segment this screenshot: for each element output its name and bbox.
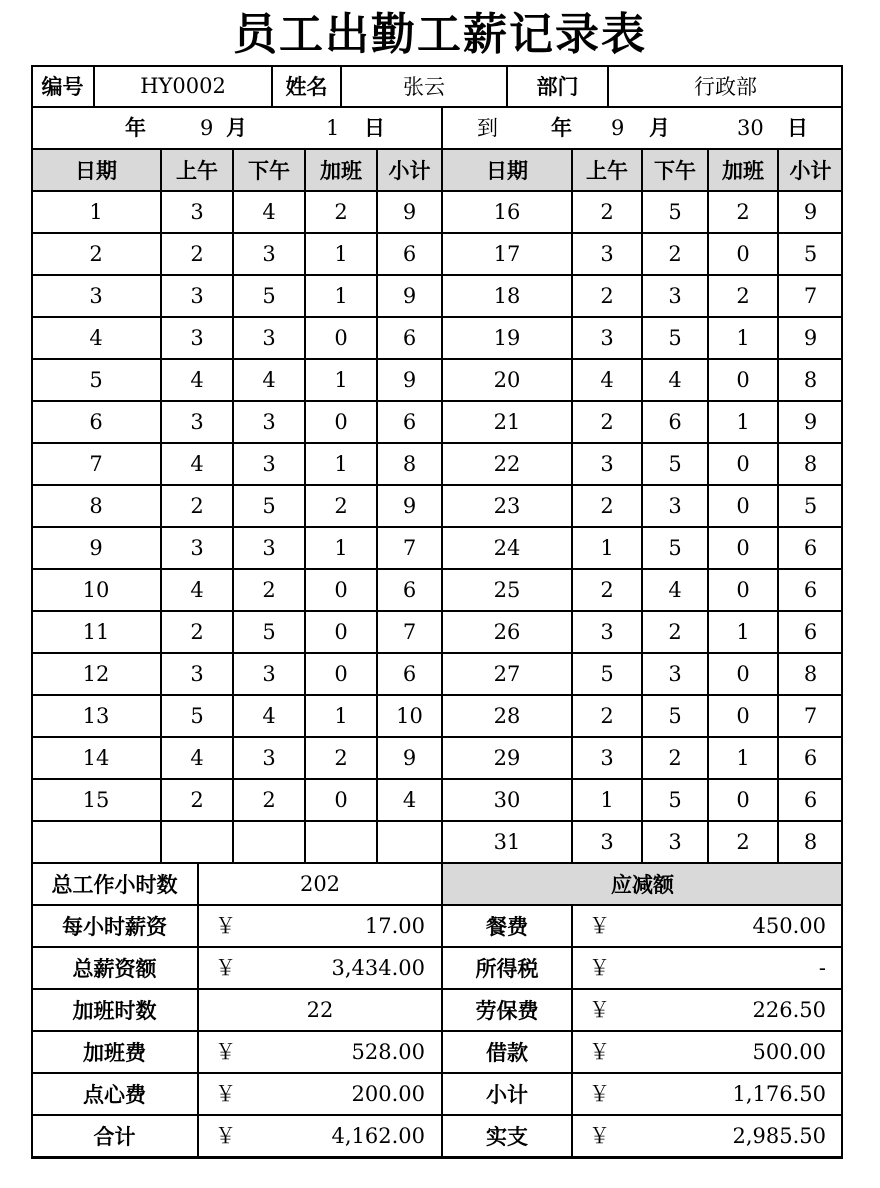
right-row-2-overtime[interactable]: 0: [708, 233, 778, 275]
right-row-15-subtotal[interactable]: 6: [778, 779, 843, 821]
right-row-8-subtotal[interactable]: 5: [778, 485, 843, 527]
right-row-9-pm[interactable]: 5: [642, 527, 708, 569]
left-row-1-date[interactable]: 1: [31, 191, 161, 233]
summary-right-label-5: 小计: [442, 1073, 572, 1115]
start-day: 1: [326, 116, 340, 140]
right-row-9-overtime[interactable]: 0: [708, 527, 778, 569]
left-row-5-date[interactable]: 5: [31, 359, 161, 401]
left-row-8-overtime[interactable]: 2: [305, 485, 377, 527]
left-row-14-date[interactable]: 14: [31, 737, 161, 779]
currency-sign: ￥: [589, 956, 610, 980]
right-row-9-am[interactable]: 1: [572, 527, 642, 569]
right-row-12-overtime[interactable]: 0: [708, 653, 778, 695]
start-month-label: 月: [226, 116, 247, 140]
right-row-8-date[interactable]: 23: [442, 485, 572, 527]
left-row-5-am[interactable]: 4: [161, 359, 233, 401]
right-row-13-pm[interactable]: 5: [642, 695, 708, 737]
amount: 200.00: [351, 1082, 425, 1106]
right-row-7-subtotal[interactable]: 8: [778, 443, 843, 485]
left-row-15-am[interactable]: 2: [161, 779, 233, 821]
currency-sign: ￥: [215, 1124, 236, 1148]
amount: 4,162.00: [331, 1124, 425, 1148]
right-row-8-overtime[interactable]: 0: [708, 485, 778, 527]
summary-right-label-4: 借款: [442, 1031, 572, 1073]
right-row-14-am[interactable]: 3: [572, 737, 642, 779]
summary-right-value-1[interactable]: [572, 905, 843, 947]
currency-sign: ￥: [589, 1124, 610, 1148]
summary-left-label-4: 加班费: [31, 1031, 198, 1073]
left-row-12-subtotal[interactable]: 6: [377, 653, 442, 695]
right-row-4-overtime[interactable]: 1: [708, 317, 778, 359]
right-row-9-date[interactable]: 24: [442, 527, 572, 569]
summary-left-value-5[interactable]: [198, 1073, 442, 1115]
right-row-15-am[interactable]: 1: [572, 779, 642, 821]
summary-left-label-1: 每小时薪资: [31, 905, 198, 947]
right-row-15-date[interactable]: 30: [442, 779, 572, 821]
right-row-2-date[interactable]: 17: [442, 233, 572, 275]
left-row-13-pm[interactable]: 4: [233, 695, 305, 737]
total-hours-value[interactable]: 202: [198, 863, 442, 905]
summary-right-value-5[interactable]: [572, 1073, 843, 1115]
left-row-15-subtotal[interactable]: 4: [377, 779, 442, 821]
left-row-6-am[interactable]: 3: [161, 401, 233, 443]
left-row-6-date[interactable]: 6: [31, 401, 161, 443]
summary-left-value-6[interactable]: [198, 1115, 442, 1157]
left-row-9-pm[interactable]: 3: [233, 527, 305, 569]
left-row-4-am[interactable]: 3: [161, 317, 233, 359]
left-row-7-pm[interactable]: 3: [233, 443, 305, 485]
right-row-15-pm[interactable]: 5: [642, 779, 708, 821]
right-row-13-subtotal[interactable]: 7: [778, 695, 843, 737]
right-row-11-pm[interactable]: 2: [642, 611, 708, 653]
amount: 450.00: [752, 914, 826, 938]
right-row-5-overtime[interactable]: 0: [708, 359, 778, 401]
right-row-15-overtime[interactable]: 0: [708, 779, 778, 821]
left-row-6-pm[interactable]: 3: [233, 401, 305, 443]
right-row-11-date[interactable]: 26: [442, 611, 572, 653]
left-row-2-pm[interactable]: 3: [233, 233, 305, 275]
left-row-2-date[interactable]: 2: [31, 233, 161, 275]
right-row-16-date[interactable]: 31: [442, 821, 572, 863]
right-row-16-pm[interactable]: 3: [642, 821, 708, 863]
amount: 2,985.50: [732, 1124, 826, 1148]
amount: 226.50: [752, 998, 826, 1022]
summary-left-label-6: 合计: [31, 1115, 198, 1157]
right-header-date: 日期: [442, 149, 572, 191]
summary-right-value-2[interactable]: [572, 947, 843, 989]
right-row-10-am[interactable]: 2: [572, 569, 642, 611]
summary-right-value-6[interactable]: [572, 1115, 843, 1157]
left-row-14-am[interactable]: 4: [161, 737, 233, 779]
start-year-label: 年: [125, 116, 146, 140]
left-row-16-overtime[interactable]: [305, 821, 377, 863]
left-row-15-pm[interactable]: 2: [233, 779, 305, 821]
left-row-8-subtotal[interactable]: 9: [377, 485, 442, 527]
right-row-14-date[interactable]: 29: [442, 737, 572, 779]
summary-left-label-3: 加班时数: [31, 989, 198, 1031]
period-start: [31, 107, 442, 149]
right-row-14-overtime[interactable]: 1: [708, 737, 778, 779]
left-row-13-am[interactable]: 5: [161, 695, 233, 737]
summary-left-label-5: 点心费: [31, 1073, 198, 1115]
left-row-3-pm[interactable]: 5: [233, 275, 305, 317]
amount: 17.00: [364, 914, 425, 938]
id-value[interactable]: HY0002: [94, 65, 272, 107]
right-row-7-am[interactable]: 3: [572, 443, 642, 485]
summary-left-value-4[interactable]: [198, 1031, 442, 1073]
summary-right-value-4[interactable]: [572, 1031, 843, 1073]
end-day-label: 日: [787, 116, 808, 140]
left-row-3-overtime[interactable]: 1: [305, 275, 377, 317]
right-row-8-pm[interactable]: 3: [642, 485, 708, 527]
left-header-pm: 下午: [233, 149, 305, 191]
left-header-overtime: 加班: [305, 149, 377, 191]
end-day: 30: [737, 116, 764, 140]
left-header-subtotal: 小计: [377, 149, 442, 191]
right-row-11-subtotal[interactable]: 6: [778, 611, 843, 653]
right-row-14-subtotal[interactable]: 6: [778, 737, 843, 779]
currency-sign: ￥: [589, 1040, 610, 1064]
left-row-1-pm[interactable]: 4: [233, 191, 305, 233]
right-row-12-subtotal[interactable]: 8: [778, 653, 843, 695]
left-row-9-overtime[interactable]: 1: [305, 527, 377, 569]
right-row-6-overtime[interactable]: 1: [708, 401, 778, 443]
left-header-am: 上午: [161, 149, 233, 191]
left-row-4-overtime[interactable]: 0: [305, 317, 377, 359]
summary-right-label-1: 餐费: [442, 905, 572, 947]
right-row-16-overtime[interactable]: 2: [708, 821, 778, 863]
left-row-4-pm[interactable]: 3: [233, 317, 305, 359]
right-row-6-subtotal[interactable]: 9: [778, 401, 843, 443]
right-row-1-overtime[interactable]: 2: [708, 191, 778, 233]
left-row-2-overtime[interactable]: 1: [305, 233, 377, 275]
left-row-16-am[interactable]: [161, 821, 233, 863]
deduction-header: 应减额: [442, 863, 843, 905]
id-label: 编号: [31, 65, 94, 107]
right-row-2-pm[interactable]: 2: [642, 233, 708, 275]
right-row-8-am[interactable]: 2: [572, 485, 642, 527]
end-month-label: 月: [649, 116, 670, 140]
left-row-11-am[interactable]: 2: [161, 611, 233, 653]
right-row-1-pm[interactable]: 5: [642, 191, 708, 233]
left-row-13-subtotal[interactable]: 10: [377, 695, 442, 737]
right-row-4-am[interactable]: 3: [572, 317, 642, 359]
left-row-7-date[interactable]: 7: [31, 443, 161, 485]
left-row-9-subtotal[interactable]: 7: [377, 527, 442, 569]
left-row-5-overtime[interactable]: 1: [305, 359, 377, 401]
left-row-12-pm[interactable]: 3: [233, 653, 305, 695]
name-label: 姓名: [272, 65, 341, 107]
left-row-5-pm[interactable]: 4: [233, 359, 305, 401]
right-row-10-date[interactable]: 25: [442, 569, 572, 611]
summary-left-value-1[interactable]: [198, 905, 442, 947]
left-row-7-am[interactable]: 4: [161, 443, 233, 485]
left-row-13-date[interactable]: 13: [31, 695, 161, 737]
right-row-4-subtotal[interactable]: 9: [778, 317, 843, 359]
right-row-4-date[interactable]: 19: [442, 317, 572, 359]
currency-sign: ￥: [215, 1040, 236, 1064]
left-row-11-subtotal[interactable]: 7: [377, 611, 442, 653]
left-row-10-date[interactable]: 10: [31, 569, 161, 611]
left-row-1-overtime[interactable]: 2: [305, 191, 377, 233]
left-row-10-pm[interactable]: 2: [233, 569, 305, 611]
total-hours-label: 总工作小时数: [31, 863, 198, 905]
left-row-2-subtotal[interactable]: 6: [377, 233, 442, 275]
right-row-9-subtotal[interactable]: 6: [778, 527, 843, 569]
summary-left-value-2[interactable]: [198, 947, 442, 989]
left-row-6-subtotal[interactable]: 6: [377, 401, 442, 443]
summary-right-value-3[interactable]: [572, 989, 843, 1031]
right-row-7-date[interactable]: 22: [442, 443, 572, 485]
right-row-3-date[interactable]: 18: [442, 275, 572, 317]
right-row-16-am[interactable]: 3: [572, 821, 642, 863]
left-row-11-date[interactable]: 11: [31, 611, 161, 653]
start-month: 9: [200, 116, 214, 140]
right-row-12-pm[interactable]: 3: [642, 653, 708, 695]
left-row-3-date[interactable]: 3: [31, 275, 161, 317]
left-row-11-pm[interactable]: 5: [233, 611, 305, 653]
summary-left-value-3[interactable]: 22: [198, 989, 442, 1031]
left-row-11-overtime[interactable]: 0: [305, 611, 377, 653]
right-row-12-am[interactable]: 5: [572, 653, 642, 695]
right-row-16-subtotal[interactable]: 8: [778, 821, 843, 863]
left-row-12-overtime[interactable]: 0: [305, 653, 377, 695]
right-row-3-am[interactable]: 2: [572, 275, 642, 317]
right-row-4-pm[interactable]: 5: [642, 317, 708, 359]
right-row-5-subtotal[interactable]: 8: [778, 359, 843, 401]
currency-sign: ￥: [589, 998, 610, 1022]
end-month: 9: [611, 116, 625, 140]
right-header-subtotal: 小计: [778, 149, 843, 191]
left-row-14-subtotal[interactable]: 9: [377, 737, 442, 779]
right-header-am: 上午: [572, 149, 642, 191]
left-row-14-overtime[interactable]: 2: [305, 737, 377, 779]
right-row-1-am[interactable]: 2: [572, 191, 642, 233]
page-title: 员工出勤工薪记录表: [233, 9, 647, 60]
amount: 3,434.00: [331, 956, 425, 980]
end-year-label: 年: [551, 116, 572, 140]
left-row-1-subtotal[interactable]: 9: [377, 191, 442, 233]
left-header-date: 日期: [31, 149, 161, 191]
currency-sign: ￥: [589, 1082, 610, 1106]
left-row-16-subtotal[interactable]: [377, 821, 442, 863]
right-row-10-subtotal[interactable]: 6: [778, 569, 843, 611]
left-row-6-overtime[interactable]: 0: [305, 401, 377, 443]
right-row-5-pm[interactable]: 4: [642, 359, 708, 401]
summary-left-label-2: 总薪资额: [31, 947, 198, 989]
right-row-7-overtime[interactable]: 0: [708, 443, 778, 485]
left-row-16-date[interactable]: [31, 821, 161, 863]
right-row-10-pm[interactable]: 4: [642, 569, 708, 611]
right-row-11-am[interactable]: 3: [572, 611, 642, 653]
left-row-8-am[interactable]: 2: [161, 485, 233, 527]
name-value[interactable]: 张云: [341, 65, 507, 107]
currency-sign: ￥: [215, 956, 236, 980]
left-row-13-overtime[interactable]: 1: [305, 695, 377, 737]
right-row-10-overtime[interactable]: 0: [708, 569, 778, 611]
right-row-2-am[interactable]: 3: [572, 233, 642, 275]
right-row-11-overtime[interactable]: 1: [708, 611, 778, 653]
left-row-9-date[interactable]: 9: [31, 527, 161, 569]
start-day-label: 日: [364, 116, 385, 140]
right-row-5-date[interactable]: 20: [442, 359, 572, 401]
right-row-7-pm[interactable]: 5: [642, 443, 708, 485]
left-row-8-date[interactable]: 8: [31, 485, 161, 527]
amount: -: [818, 956, 826, 980]
left-row-2-am[interactable]: 2: [161, 233, 233, 275]
amount: 500.00: [752, 1040, 826, 1064]
currency-sign: ￥: [589, 914, 610, 938]
to-label: 到: [477, 116, 498, 140]
right-row-12-date[interactable]: 27: [442, 653, 572, 695]
right-row-6-am[interactable]: 2: [572, 401, 642, 443]
left-row-10-subtotal[interactable]: 6: [377, 569, 442, 611]
right-row-14-pm[interactable]: 2: [642, 737, 708, 779]
left-row-10-am[interactable]: 4: [161, 569, 233, 611]
left-row-1-am[interactable]: 3: [161, 191, 233, 233]
left-row-15-overtime[interactable]: 0: [305, 779, 377, 821]
amount: 528.00: [351, 1040, 425, 1064]
left-row-4-subtotal[interactable]: 6: [377, 317, 442, 359]
left-row-14-pm[interactable]: 3: [233, 737, 305, 779]
left-row-12-date[interactable]: 12: [31, 653, 161, 695]
dept-label: 部门: [507, 65, 608, 107]
right-row-13-overtime[interactable]: 0: [708, 695, 778, 737]
right-row-13-am[interactable]: 2: [572, 695, 642, 737]
right-row-6-pm[interactable]: 6: [642, 401, 708, 443]
right-row-6-date[interactable]: 21: [442, 401, 572, 443]
left-row-7-subtotal[interactable]: 8: [377, 443, 442, 485]
left-row-3-subtotal[interactable]: 9: [377, 275, 442, 317]
dept-value[interactable]: 行政部: [608, 65, 843, 107]
right-row-1-date[interactable]: 16: [442, 191, 572, 233]
left-row-15-date[interactable]: 15: [31, 779, 161, 821]
right-row-3-subtotal[interactable]: 7: [778, 275, 843, 317]
left-row-8-pm[interactable]: 5: [233, 485, 305, 527]
right-row-1-subtotal[interactable]: 9: [778, 191, 843, 233]
right-row-2-subtotal[interactable]: 5: [778, 233, 843, 275]
right-row-3-pm[interactable]: 3: [642, 275, 708, 317]
summary-right-label-6: 实支: [442, 1115, 572, 1157]
right-header-overtime: 加班: [708, 149, 778, 191]
left-row-7-overtime[interactable]: 1: [305, 443, 377, 485]
right-row-13-date[interactable]: 28: [442, 695, 572, 737]
period-end: [442, 107, 843, 149]
right-row-5-am[interactable]: 4: [572, 359, 642, 401]
left-row-16-pm[interactable]: [233, 821, 305, 863]
currency-sign: ￥: [215, 1082, 236, 1106]
summary-right-label-3: 劳保费: [442, 989, 572, 1031]
right-row-3-overtime[interactable]: 2: [708, 275, 778, 317]
left-row-12-am[interactable]: 3: [161, 653, 233, 695]
amount: 1,176.50: [732, 1082, 826, 1106]
left-row-9-am[interactable]: 3: [161, 527, 233, 569]
currency-sign: ￥: [215, 914, 236, 938]
right-header-pm: 下午: [642, 149, 708, 191]
left-row-3-am[interactable]: 3: [161, 275, 233, 317]
left-row-10-overtime[interactable]: 0: [305, 569, 377, 611]
summary-right-label-2: 所得税: [442, 947, 572, 989]
left-row-5-subtotal[interactable]: 9: [377, 359, 442, 401]
left-row-4-date[interactable]: 4: [31, 317, 161, 359]
